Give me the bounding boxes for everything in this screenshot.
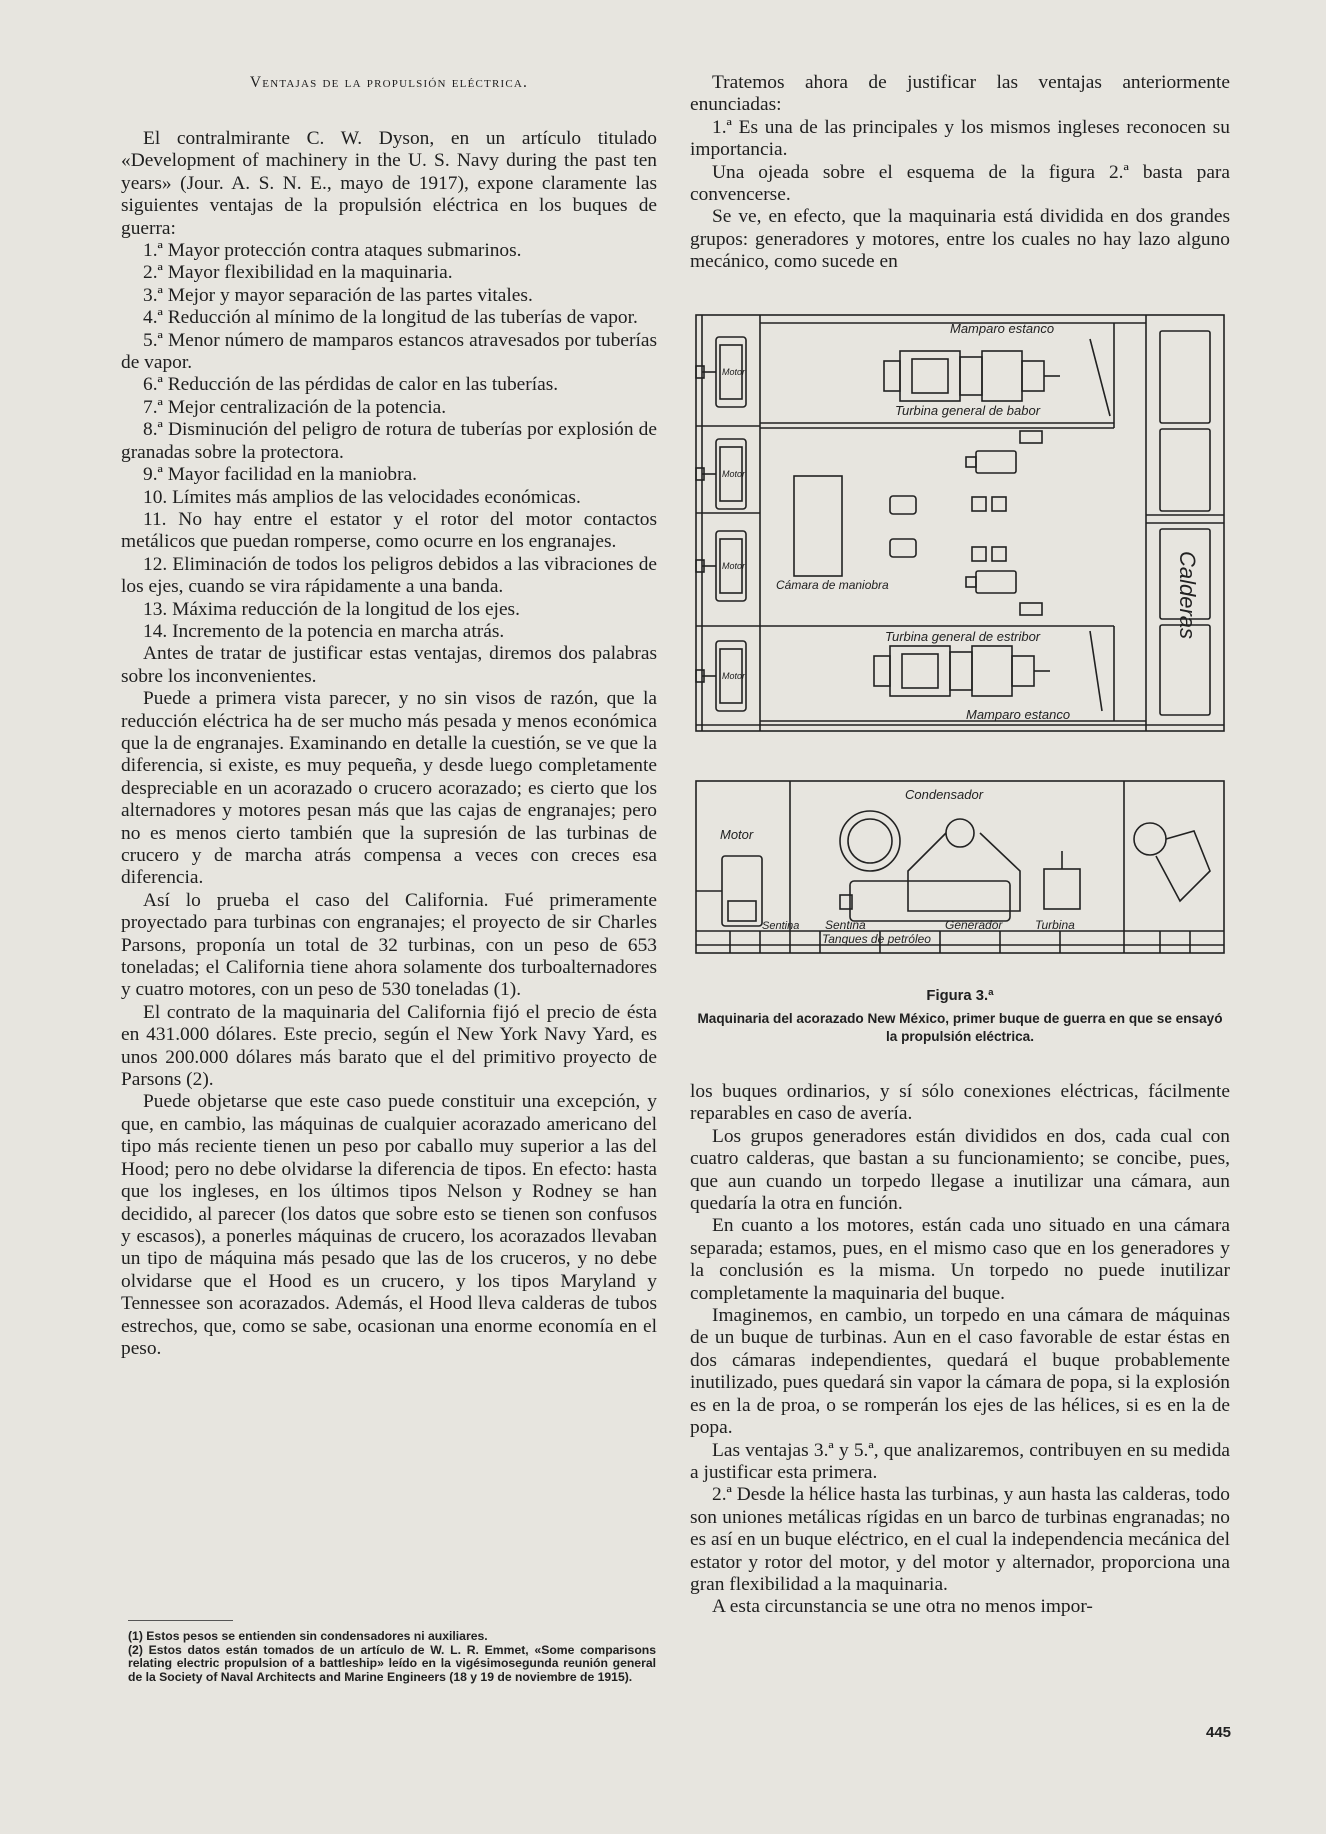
page-number: 445	[1206, 1724, 1232, 1741]
label-motor-side: Motor	[720, 827, 754, 842]
label-motor-plan: Motor	[722, 367, 746, 377]
label-generador: Generador	[945, 918, 1003, 932]
paragraph: Puede objetarse que este caso puede constituir una excepción, y que, en cambio, las máquinas de cualquier acorazado americano del tipo más reciente tienen un peso por caballo muy superior a las del Hood; pero no debe olvidarse la diferencia de tipos. En efecto: hasta que los ingleses, en los últimos tipos Nelson y Rodney se han decidido, al parecer (los datos que sobre esto se tienen son confusos y escasos), a ponerles máquinas de crucero, los acorazados llevaban un tipo de máquina más pesado que las de los cruceros, y no debe olvidarse que el Hood es un crucero, y los tipos Maryland y Tennessee son acorazados. Además, el Hood lleva calderas de tubos estrechos, que, como se sabe, ocasionan una enorme economía en el peso.	[121, 1091, 657, 1359]
paragraph: 13. Máxima reducción de la longitud de los ejes.	[143, 598, 520, 620]
paragraph: 3.ª Mejor y mayor separación de las partes vitales.	[143, 284, 533, 306]
paragraph: En cuanto a los motores, están cada uno situado en una cámara separada; estamos, pues, en el mismo caso que en los generadores y la conclusión es la misma. Un torpedo no puede inutilizar completamente la maquinaria del buque.	[690, 1215, 1230, 1304]
paragraph: 2.ª Mayor flexibilidad en la maquinaria.	[143, 262, 453, 284]
paragraph: 11. No hay entre el estator y el rotor del motor contactos metálicos que puedan romperse, como ocurre en los engranajes.	[121, 508, 657, 553]
paragraph: 2.ª Desde la hélice hasta las turbinas, y aun hasta las calderas, todo son uniones metálicas rígidas en un barco de turbinas engranadas; no es así en un buque eléctrico, en el cual la independencia mecánica del estator y rotor del motor, y del motor y alternador, proporciona una gran flexibilidad a la maquinaria.	[690, 1484, 1230, 1595]
label-turbina-section: Turbina	[1035, 918, 1075, 932]
paragraph: Se ve, en efecto, que la maquinaria está dividida en dos grandes grupos: generadores y motores, entre los cuales no hay lazo alguno mecánico, como sucede en	[690, 206, 1230, 273]
left-column	[121, 74, 657, 1360]
paragraph: los buques ordinarios, y sí sólo conexiones eléctricas, fácilmente reparables en caso de avería.	[690, 1081, 1230, 1125]
paragraph: 14. Incremento de la potencia en marcha atrás.	[143, 620, 505, 642]
running-header: Ventajas de la propulsión eléctrica.	[249, 74, 529, 91]
control-room	[794, 476, 842, 576]
label-tanques: Tanques de petróleo	[822, 932, 931, 946]
paragraph: 1.ª Es una de las principales y los mismos ingleses reconocen su importancia.	[690, 116, 1230, 161]
footnote: (1) Estos pesos se entienden sin condensadores ni auxiliares.	[128, 1629, 488, 1643]
paragraph: 10. Límites más amplios de las velocidades económicas.	[143, 486, 581, 508]
paragraph: 1.ª Mayor protección contra ataques submarinos.	[143, 240, 522, 262]
paragraph: Una ojeada sobre el esquema de la figura 2.ª basta para convencerse.	[690, 161, 1230, 206]
paragraph: Tratemos ahora de justificar las ventajas anteriormente enunciadas:	[690, 72, 1230, 116]
label-motor-plan: Motor	[722, 561, 746, 571]
paragraph: 9.ª Mayor facilidad en la maniobra.	[143, 464, 418, 486]
label-condensador: Condensador	[905, 787, 984, 802]
paragraph: Las ventajas 3.ª y 5.ª, que analizaremos, contribuyen en su medida a justificar esta primera.	[690, 1439, 1230, 1483]
label-mamparo-top: Mamparo estanco	[950, 321, 1055, 336]
machinery-diagram	[690, 311, 1230, 961]
boiler	[1160, 331, 1210, 423]
paragraph: El contralmirante C. W. Dyson, en un artículo titulado «Development of machinery in the U. S. Navy during the past ten years» (Jour. A. S. N. E., mayo de 1917), expone claramente las siguientes ventajas de la propulsión eléctrica en los buques de guerra:	[121, 128, 657, 239]
label-camara: Cámara de maniobra	[776, 578, 889, 592]
paragraph: Puede a primera vista parecer, y no sin visos de razón, que la reducción eléctrica ha de ser mucho más pesada y menos económica que la de engranajes. Examinando en detalle la cuestión, se ve que la diferencia, si existe, es muy pequeña, y desde luego completamente despreciable en un acorazado o crucero acorazado; es cierto que los alternadores y motores pesan más que las cajas de engranajes; pero no es menos cierto también que la supresión de las turbinas de crucero y de marcha atrás compensa a veces con creces esa diferencia.	[121, 688, 657, 889]
paragraph: 12. Eliminación de todos los peligros debidos a las vibraciones de los ejes, cuando se vira rápidamente a una banda.	[121, 553, 657, 598]
paragraph: El contrato de la maquinaria del California fijó el precio de ésta en 431.000 dólares. Este precio, según el New York Navy Yard, es unos 200.000 dólares más barato que el del primitivo proyecto de Parsons (2).	[121, 1001, 657, 1091]
footnotes	[128, 1630, 656, 1684]
label-turbina-estribor: Turbina general de estribor	[885, 629, 1041, 644]
footnote: (2) Estos datos están tomados de un artículo de W. L. R. Emmet, «Some comparisons relating electric propulsion of a battleship» leído en la vigésimosegunda reunión general de la Society of Naval Architects and Marine Engineers (18 y 19 de noviembre de 1915).	[128, 1642, 656, 1684]
paragraph: Así lo prueba el caso del California. Fué primeramente proyectado para turbinas con engranajes; el proyecto de sir Charles Parsons, proponía un total de 32 turbinas, con un peso de 653 toneladas; el California tiene ahora solamente dos turboalternadores y cuatro motores, con un peso de 530 toneladas (1).	[121, 889, 657, 1001]
label-motor-plan: Motor	[722, 671, 746, 681]
label-turbina-babor: Turbina general de babor	[895, 403, 1041, 418]
label-sentina-2: Sentina	[825, 918, 866, 932]
paragraph: 7.ª Mejor centralización de la potencia.	[143, 396, 447, 418]
figure-caption-title: Figura 3.ª	[926, 988, 994, 1004]
paragraph: Imaginemos, en cambio, un torpedo en una cámara de máquinas de un buque de turbinas. Aun en el caso favorable de estar éstas en dos cámaras independientes, quedará el buque probablemente inutilizado, pues quedará sin vapor la cámara de popa, si la explosión es en la de proa, o se romperán los ejes de las hélices, si es en la de popa.	[690, 1305, 1230, 1439]
right-column-top	[690, 72, 1230, 274]
figure-caption-text: Maquinaria del acorazado New México, primer buque de guerra en que se ensayó la propulsión eléctrica.	[697, 1011, 1223, 1044]
boiler	[1160, 429, 1210, 511]
paragraph: 8.ª Disminución del peligro de rotura de tuberías por explosión de granadas sobre la protectora.	[121, 419, 657, 463]
footnote-rule	[128, 1620, 233, 1621]
paragraph: 6.ª Reducción de las pérdidas de calor en las tuberías.	[143, 374, 559, 396]
right-column-bottom	[690, 1081, 1230, 1619]
section-generator	[850, 881, 1010, 921]
label-calderas: Calderas	[1175, 551, 1200, 640]
label-sentina-1: Sentina	[762, 920, 800, 932]
paragraph: Antes de tratar de justificar estas ventajas, diremos dos palabras sobre los inconvenientes.	[121, 643, 657, 687]
label-motor-plan: Motor	[722, 469, 746, 479]
condenser	[840, 811, 900, 871]
paragraph: 5.ª Menor número de mamparos estancos atravesados por tuberías de vapor.	[121, 329, 657, 374]
section-turbine	[1044, 869, 1080, 909]
paragraph: Los grupos generadores están divididos en dos, cada cual con cuatro calderas, que bastan a su funcionamiento; se concibe, pues, que aun cuando un torpedo llegase a inutilizar una cámara, aun quedaría la otra en función.	[690, 1125, 1230, 1215]
paragraph: A esta circunstancia se une otra no menos impor-	[712, 1596, 1093, 1618]
machinery-figure	[690, 311, 1230, 961]
label-mamparo-bottom: Mamparo estanco	[966, 707, 1071, 722]
paragraph: 4.ª Reducción al mínimo de la longitud de las tuberías de vapor.	[143, 307, 638, 329]
